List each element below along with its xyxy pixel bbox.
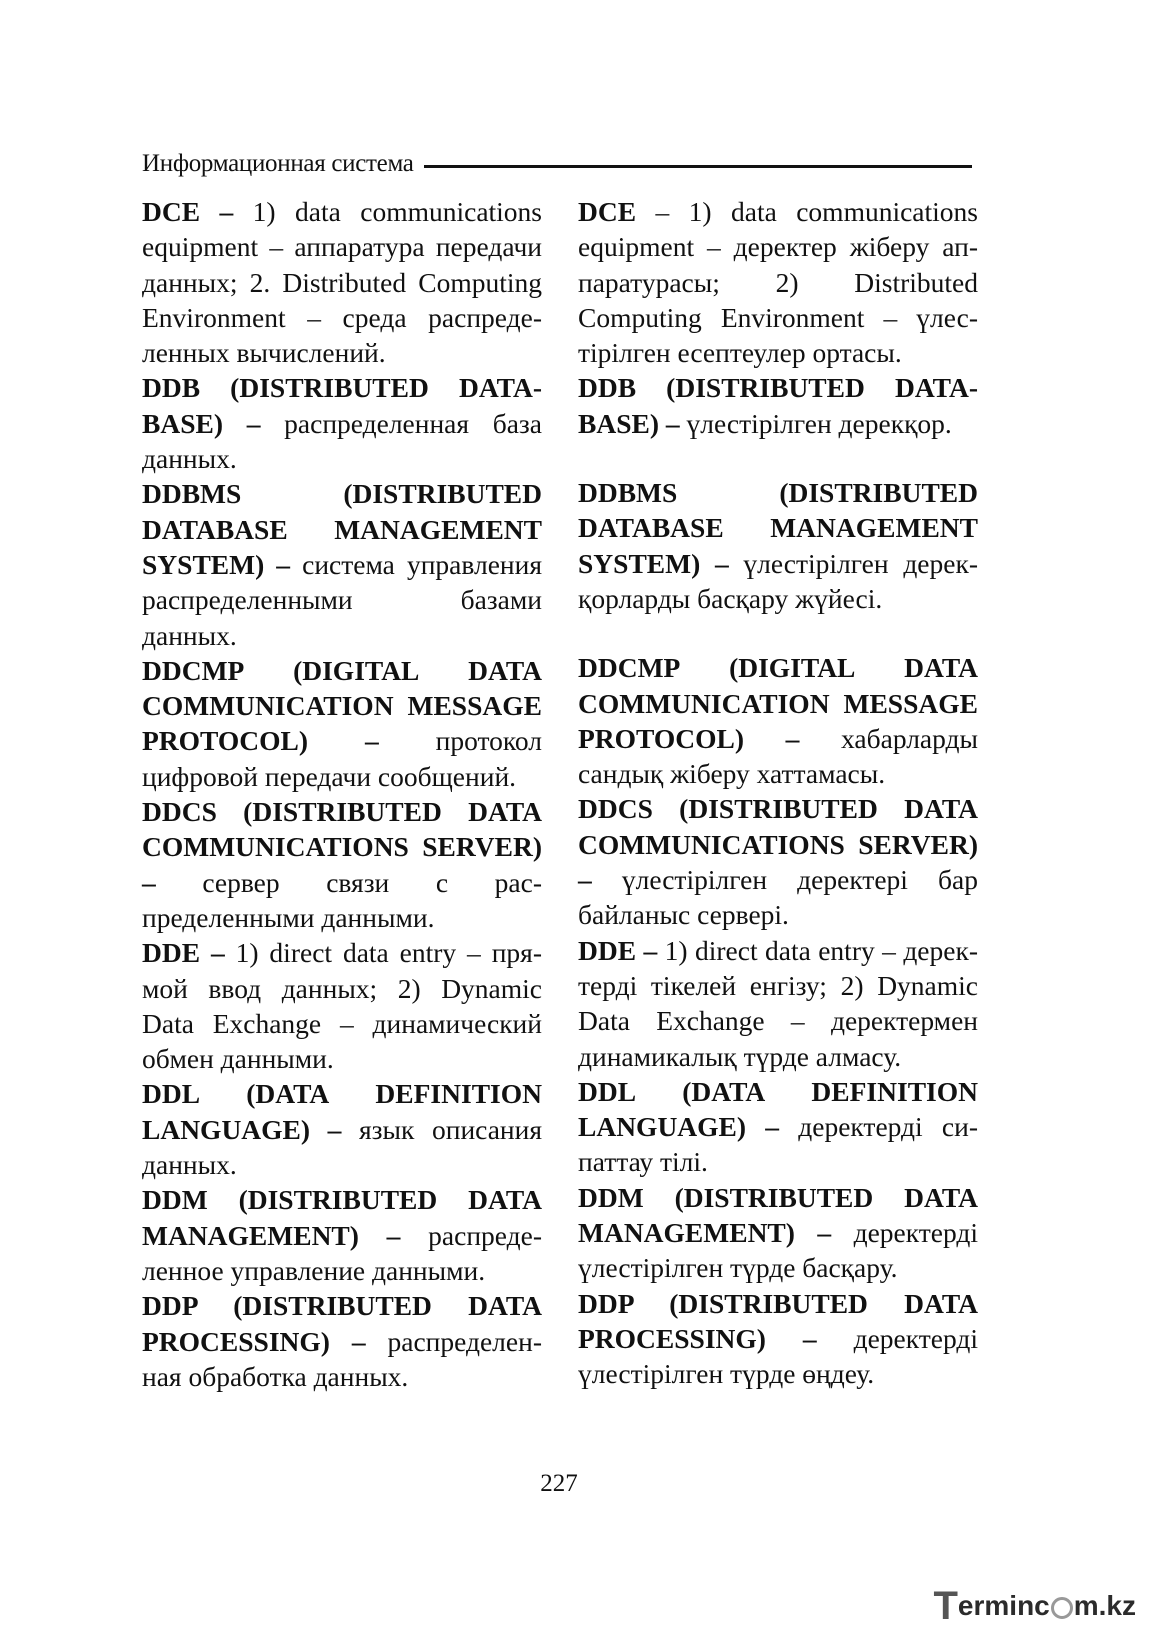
dictionary-entry [142,794,542,935]
entry-definition: – 1) data communications equipment – деректер жіберу аппаратурасы; 2) Distributed Computing Environment – үлестірілген есептеулер ортасы. [578,196,978,369]
entry-term: DDP (DISTRIBUTED DATA PROCESSING) – [578,1287,978,1354]
entry-term: DCE – [142,196,234,227]
entry-definition: язык описания данных. [142,1113,542,1181]
entry-definition: 1) direct data entry – деректерді тікелей енгізу; 2) Dynamic Data Exchange – деректермен динамикалық түрде алмасу. [578,934,979,1072]
running-header [142,146,972,182]
dictionary-entry [578,1286,978,1392]
entry-term: DDBMS (DISTRIBUTED DATABASE MANAGEMENT SYSTEM) – [142,478,542,580]
entry-definition: распределенное управление данными. [142,1219,542,1286]
dictionary-entry [578,933,978,1074]
magnifier-icon [1051,1597,1073,1619]
entry-term: DDP (DISTRIBUTED DATA PROCESSING) – [142,1290,542,1357]
dictionary-entry [142,370,542,476]
entry-term: DDM (DISTRIBUTED DATA MANAGEMENT) – [142,1184,542,1251]
dictionary-entry [142,1182,542,1288]
logo-text-part2: m.kz [1073,1590,1136,1621]
entry-term: DDCS (DISTRIBUTED DATA COMMUNICATIONS SERVER) – [142,796,542,898]
entry-definition: протокол цифровой передачи сообщений. [142,725,542,792]
dictionary-entry [578,650,978,791]
right-column-kazakh [578,194,978,1392]
entry-term: DDCMP (DIGITAL DATA COMMUNICATION MESSAGE PROTOCOL) – [578,652,978,754]
dictionary-entry [142,653,542,794]
dictionary-entry [578,1180,978,1286]
entry-definition: деректерді үлестірілген түрде басқару. [578,1217,978,1284]
entry-term: DDB (DISTRIBUTED DATABASE) – [142,372,542,439]
entry-term: DDE – [142,937,225,969]
entry-definition: система управления распределенными базами данных. [142,548,542,651]
page-number: 227 [540,1470,578,1497]
dictionary-entry [578,194,978,370]
entry-term: DCE [578,196,637,227]
dictionary-entry [142,1288,542,1394]
dictionary-entry [142,476,542,652]
entry-term: DDCMP (DIGITAL DATA COMMUNICATION MESSAGE PROTOCOL) – [142,654,542,757]
left-column-russian [142,194,542,1394]
entry-definition: распределенная обработка данных. [142,1325,542,1392]
logo-text-part1: erminc [957,1590,1050,1621]
entry-definition: үлестірілген дерекқорларды басқару жүйесі. [578,547,979,614]
entry-term: DDBMS (DISTRIBUTED DATABASE MANAGEMENT SYSTEM) – [578,477,978,579]
entry-definition: үлестірілген дерекқор. [679,407,952,439]
entry-term: DDE – [578,934,658,966]
termincom-logo [933,1583,1136,1628]
dictionary-entry [578,791,978,932]
entry-definition: 1) data communications equipment – аппаратура передачи данных; 2. Distributed Computing Environment – среда распределенных вычислений. [142,196,543,369]
entry-term: DDB (DISTRIBUTED DATABASE) – [578,372,978,439]
dictionary-entry [142,935,542,1076]
entry-definition: деректерді үлестірілген түрде өңдеу. [578,1322,978,1390]
entry-definition: 1) direct data entry – прямой ввод данных; 2) Dynamic Data Exchange – динамический обмен данными. [142,937,542,1075]
entry-term: DDM (DISTRIBUTED DATA MANAGEMENT) – [578,1181,978,1249]
header-rule [424,165,972,168]
entry-definition: распределенная база данных. [142,407,543,475]
dictionary-entry [578,1074,978,1180]
dictionary-entry [142,1076,542,1182]
entry-definition: хабарларды сандық жіберу хаттамасы. [578,722,978,790]
logo-letter-t: T [933,1583,956,1628]
entry-term: DDCS (DISTRIBUTED DATA COMMUNICATIONS SERVER) – [578,793,978,896]
entry-definition: үлестірілген деректері бар байланыс сервері. [578,864,978,931]
header-title: Информационная система [142,150,414,177]
entry-term: DDL (DATA DEFINITION LANGUAGE) – [578,1075,978,1143]
entry-definition: сервер связи с распределенными данными. [142,866,542,933]
dictionary-entry [578,370,978,441]
dictionary-entry [142,194,542,370]
dictionary-entry [578,475,978,616]
entry-definition: деректерді сипаттау тілі. [578,1111,978,1178]
entry-term: DDL (DATA DEFINITION LANGUAGE) – [142,1078,542,1145]
